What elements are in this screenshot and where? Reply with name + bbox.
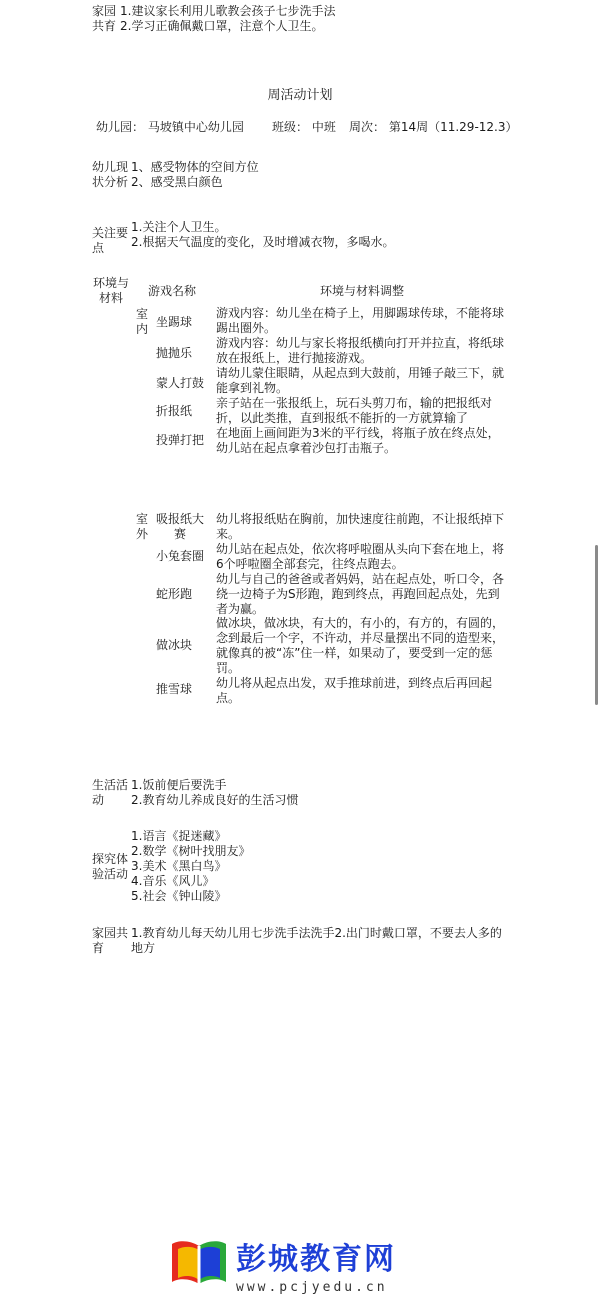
outdoor-game-name: 做冰块 <box>155 638 192 652</box>
outdoor-game-desc: 幼儿与自己的爸爸或者妈妈，站在起点处，听口令，各 绕一边椅子为S形跑，跑到终点，再跑回起点处，先到 者为赢。 <box>216 572 505 616</box>
home-content: 1.教育幼儿每天幼儿用七步洗手法洗手2.出门时戴口罩，不要去人多的 地方 <box>131 926 502 955</box>
focus-content: 1.关注个人卫生。 2.根据天气温度的变化，及时增减衣物，多喝水。 <box>131 220 395 249</box>
indoor-game-name: 投弹打把 <box>155 433 204 447</box>
outdoor-game-name: 吸报纸大 赛 <box>155 512 204 541</box>
indoor-game-desc: 游戏内容：幼儿坐在椅子上，用脚踢球传球，不能将球 踢出圈外。 <box>216 306 505 335</box>
info-row <box>0 120 600 136</box>
top-home-label: 家园 共育 <box>92 4 117 33</box>
indoor-game-desc: 请幼儿蒙住眼睛，从起点到大鼓前，用锤子敲三下，就 能拿到礼物。 <box>216 366 505 395</box>
school-name: 幼儿园： 马坡镇中心幼儿园 <box>96 120 244 134</box>
class-name: 班级： 中班 <box>272 120 336 134</box>
home-label: 家园共 育 <box>92 926 129 955</box>
analysis-content: 1、感受物体的空间方位 2、感受黑白颜色 <box>131 160 259 189</box>
site-watermark <box>170 1230 450 1298</box>
scrollbar-thumb[interactable] <box>595 545 598 705</box>
top-home-content: 1.建议家长利用儿歌教会孩子七步洗手法 2.学习正确佩戴口罩，注意个人卫生。 <box>120 4 336 33</box>
outdoor-game-name: 蛇形跑 <box>155 587 192 601</box>
life-content: 1.饭前便后要洗手 2.教育幼儿养成良好的生活习惯 <box>131 778 299 807</box>
indoor-label: 室 内 <box>136 307 149 336</box>
focus-label: 关注要 点 <box>92 226 129 255</box>
indoor-game-name: 抛抛乐 <box>155 346 192 360</box>
indoor-game-desc: 游戏内容：幼儿与家长将报纸横向打开并拉直，将纸球 放在报纸上，进行抛接游戏。 <box>216 336 505 365</box>
life-label: 生活活 动 <box>92 778 129 807</box>
indoor-game-name: 蒙人打鼓 <box>155 376 204 390</box>
analysis-label: 幼儿现 状分析 <box>92 160 129 189</box>
col-header-game: 游戏名称 <box>148 284 197 298</box>
explore-content: 1.语言《捉迷藏》 2.数学《树叶找朋友》 3.美术《黑白鸟》 4.音乐《风儿》 5.社会《钟山陵》 <box>131 829 251 903</box>
env-label: 环境与 材料 <box>92 276 129 305</box>
col-header-adjust: 环境与材料调整 <box>320 284 405 298</box>
site-url: www.pcjyedu.cn <box>236 1280 388 1295</box>
indoor-game-desc: 在地面上画间距为3米的平行线，将瓶子放在终点处， 幼儿站在起点拿着沙包打击瓶子。 <box>216 426 500 455</box>
book-logo-icon <box>170 1236 228 1288</box>
outdoor-game-desc: 幼儿将报纸贴在胸前，加快速度往前跑，不让报纸掉下 来。 <box>216 512 505 541</box>
site-name: 彭城教育网 <box>236 1242 396 1277</box>
explore-label: 探究体 验活动 <box>92 852 129 881</box>
indoor-game-name: 坐踢球 <box>155 315 192 329</box>
outdoor-game-name: 小兔套圈 <box>155 549 204 563</box>
outdoor-game-name: 推雪球 <box>155 682 192 696</box>
indoor-game-desc: 亲子站在一张报纸上，玩石头剪刀布，输的把报纸对 折，以此类推，直到报纸不能折的一方就算输了 <box>216 396 493 425</box>
page-title: 周活动计划 <box>267 88 333 103</box>
outdoor-label: 室 外 <box>136 512 149 541</box>
outdoor-game-desc: 幼儿将从起点出发，双手推球前进，到终点后再回起 点。 <box>216 676 493 705</box>
indoor-game-name: 折报纸 <box>155 404 192 418</box>
week-number: 周次： 第14周（11.29-12.3） <box>349 120 518 134</box>
outdoor-game-desc: 幼儿站在起点处，依次将呼啦圈从头向下套在地上，将 6个呼啦圈全部套完，往终点跑去。 <box>216 542 505 571</box>
outdoor-game-desc: 做冰块，做冰块，有大的，有小的，有方的，有圆的， 念到最后一个字，不许动，并尽量摆出不同的造型来， 就像真的被“冻”住一样，如果动了，要受到一定的惩 罚。 <box>216 616 505 675</box>
